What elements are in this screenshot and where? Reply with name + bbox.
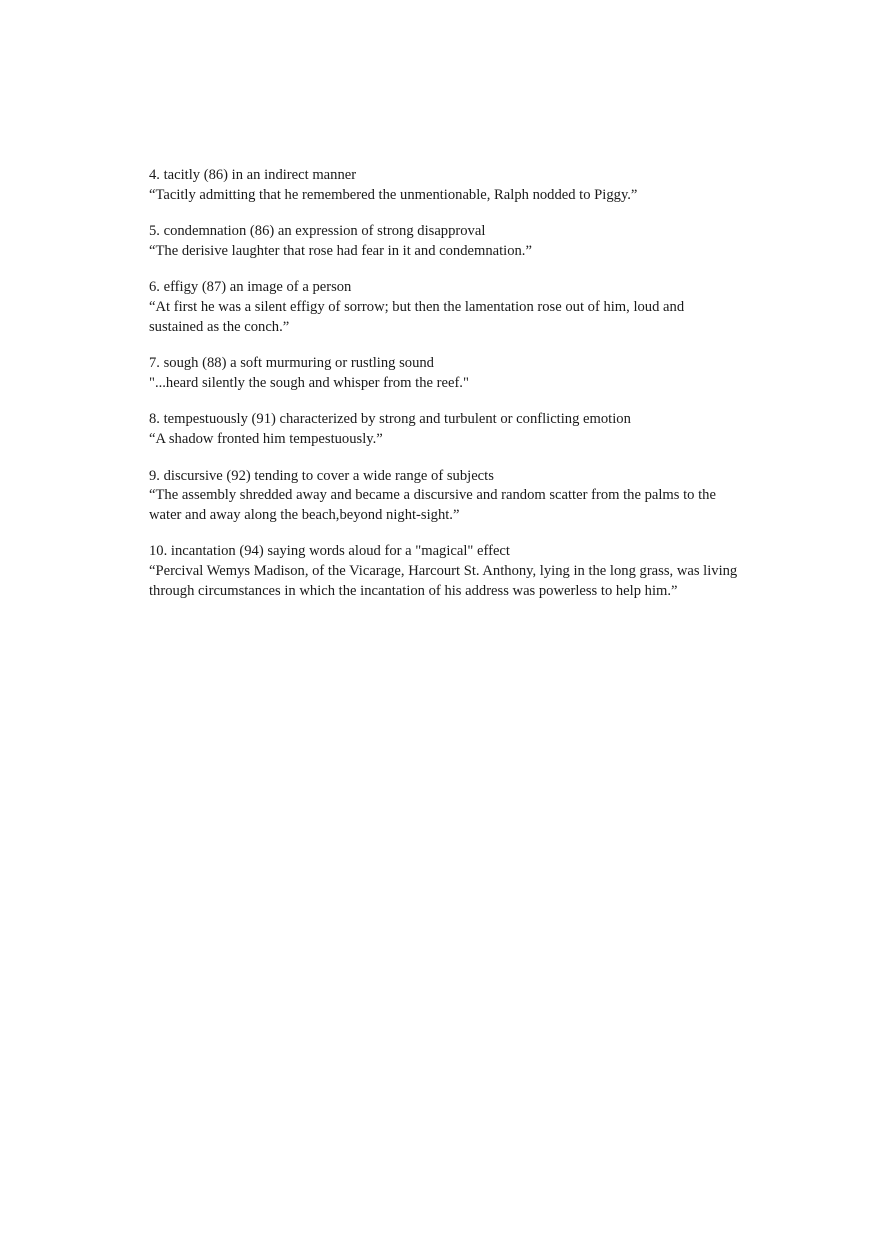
vocab-quote: “Percival Wemys Madison, of the Vicarage, Harcourt St. Anthony, lying in the long grass, was living through circumstances in which the incantation of his address was powerless to help him.” [149,562,738,599]
vocab-term: 10. incantation (94) saying words aloud for a "magical" effect [149,543,510,560]
vocab-entry-tempestuously [149,410,749,449]
vocab-term: 5. condemnation (86) an expression of strong disapproval [149,223,486,240]
vocab-entry-incantation [149,542,749,601]
vocab-term: 4. tacitly (86) in an indirect manner [149,167,357,183]
vocab-entry-effigy [149,278,749,337]
vocab-entry-tacitly [149,166,749,205]
vocab-term: 8. tempestuously (91) characterized by strong and turbulent or conflicting emotion [149,411,631,428]
vocab-term: 6. effigy (87) an image of a person [149,279,352,296]
vocabulary-list [149,166,749,618]
vocab-quote: “A shadow fronted him tempestuously.” [149,430,383,447]
vocab-quote: "...heard silently the sough and whisper from the reef." [149,374,469,391]
vocab-entry-condemnation [149,222,749,261]
vocab-quote: “At first he was a silent effigy of sorrow; but then the lamentation rose out of him, loud and sustained as the conch.” [149,298,685,335]
vocab-entry-sough [149,354,749,393]
vocab-term: 7. sough (88) a soft murmuring or rustling sound [149,355,434,372]
vocab-entry-discursive [149,467,749,526]
vocab-quote: “The derisive laughter that rose had fear in it and condemnation.” [149,242,532,259]
vocab-quote: “Tacitly admitting that he remembered the unmentionable, Ralph nodded to Piggy.” [149,186,638,203]
vocab-quote: “The assembly shredded away and became a discursive and random scatter from the palms to the water and away along the beach,beyond night-sight.” [149,487,716,523]
vocab-term: 9. discursive (92) tending to cover a wide range of subjects [149,467,494,484]
